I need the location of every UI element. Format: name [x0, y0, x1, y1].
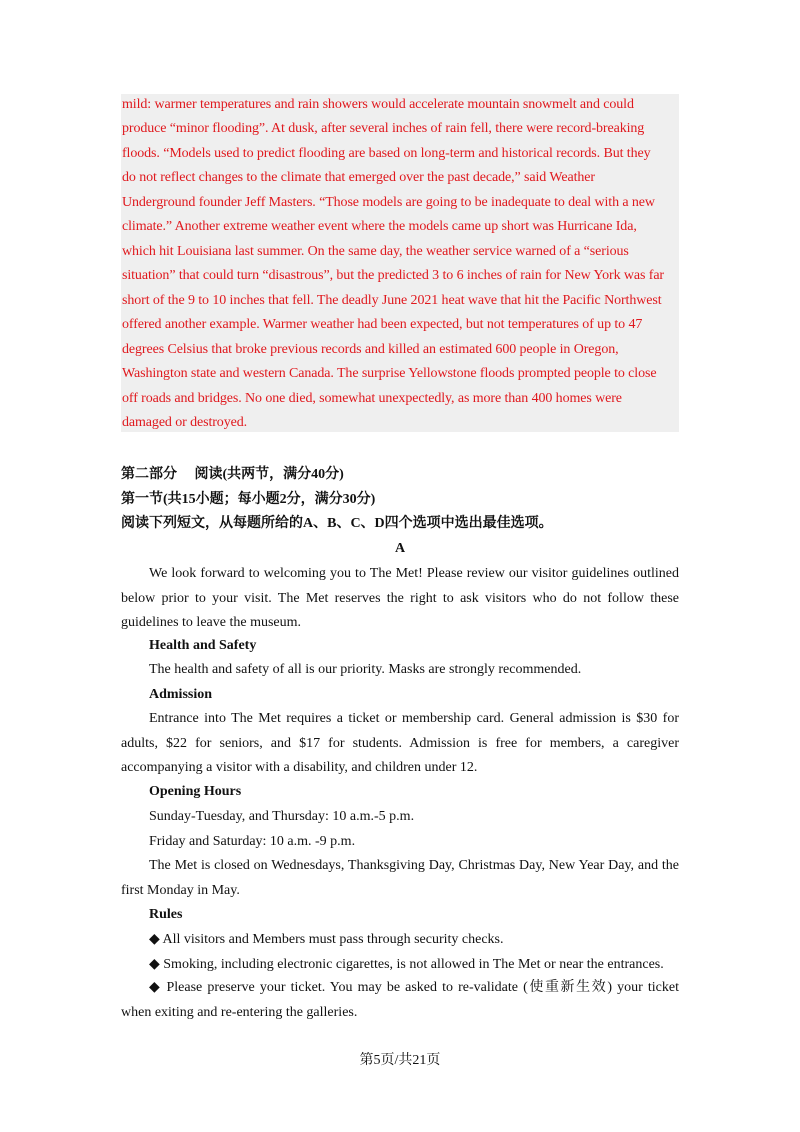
- passage-line: Underground founder Jeff Masters. “Those models are going to be inadequate to deal with a new: [122, 195, 655, 210]
- passage-line: offered another example. Warmer weather had been expected, but not temperatures of up to 47: [122, 317, 643, 332]
- passage-line: damaged or destroyed.: [122, 415, 248, 430]
- rule-item: ◆ Smoking, including electronic cigarettes, is not allowed in The Met or near the entrances.: [149, 957, 664, 972]
- page-number: 第5页/共21页: [359, 1053, 441, 1068]
- passage-line: Washington state and western Canada. The surprise Yellowstone floods prompted people to close: [122, 366, 657, 381]
- admission-paragraph: [121, 707, 679, 781]
- hours-line-1: Sunday-Tuesday, and Thursday: 10 a.m.-5 p.m.: [149, 809, 415, 824]
- section-subtitle: 第一节(共15小题；每小题2分，满分30分): [121, 492, 376, 507]
- health-heading: Health and Safety: [149, 638, 257, 653]
- passage-line: produce “minor flooding”. At dusk, after several inches of rain fell, there were record-breaking: [122, 121, 645, 136]
- rule-item: ◆ Please preserve your ticket. You may be asked to re-validate (使重新生效) your ticket when exiting and re-entering the galleries.: [121, 980, 679, 1020]
- rules-heading: Rules: [149, 907, 183, 922]
- passage-line: degrees Celsius that broke previous records and killed an estimated 600 people in Oregon,: [122, 342, 619, 357]
- passage-line: do not reflect changes to the climate that emerged over the past decade,” said Weather: [122, 170, 595, 185]
- passage-label: A: [394, 541, 406, 556]
- rule-paragraph: [121, 976, 679, 1025]
- passage-line: floods. “Models used to predict flooding are based on long-term and historical records. But they: [122, 146, 651, 161]
- highlighted-passage: [121, 94, 679, 432]
- passage-line: climate.” Another extreme weather event where the models came up short was Hurricane Ida,: [122, 219, 637, 234]
- passage-line: short of the 9 to 10 inches that fell. The deadly June 2021 heat wave that hit the Pacific Northwest: [122, 293, 662, 308]
- admission-text: Entrance into The Met requires a ticket or membership card. General admission is $30 for adults, $22 for seniors, and $17 for students. Admission is free for members, a caregiver accompanying a visitor with a disability, and children under 12.: [121, 711, 679, 775]
- intro-text: We look forward to welcoming you to The Met! Please review our visitor guidelines outlined below prior to your visit. The Met reserves the right to ask visitors who do not follow these guidelines to leave the museum.: [121, 566, 679, 630]
- closed-paragraph: [121, 854, 679, 903]
- passage-line: mild: warmer temperatures and rain showers would accelerate mountain snowmelt and could: [122, 97, 634, 112]
- hours-heading: Opening Hours: [149, 784, 242, 799]
- closed-text: The Met is closed on Wednesdays, Thanksgiving Day, Christmas Day, New Year Day, and the first Monday in May.: [121, 858, 679, 898]
- intro-paragraph: [121, 562, 679, 636]
- health-text: The health and safety of all is our priority. Masks are strongly recommended.: [149, 662, 582, 677]
- passage-line: off roads and bridges. No one died, somewhat unexpectedly, as more than 400 homes were: [122, 391, 622, 406]
- rule-item: ◆ All visitors and Members must pass through security checks.: [149, 932, 504, 947]
- admission-heading: Admission: [149, 687, 213, 702]
- instruction-text: 阅读下列短文，从每题所给的A、B、C、D四个选项中选出最佳选项。: [121, 516, 553, 531]
- passage-line: which hit Louisiana last summer. On the same day, the weather service warned of a “serious: [122, 244, 629, 259]
- passage-line: situation” that could turn “disastrous”, but the predicted 3 to 6 inches of rain for New York was far: [122, 268, 664, 283]
- hours-line-2: Friday and Saturday: 10 a.m. -9 p.m.: [149, 834, 356, 849]
- part-title: 第二部分 阅读(共两节，满分40分): [121, 467, 344, 482]
